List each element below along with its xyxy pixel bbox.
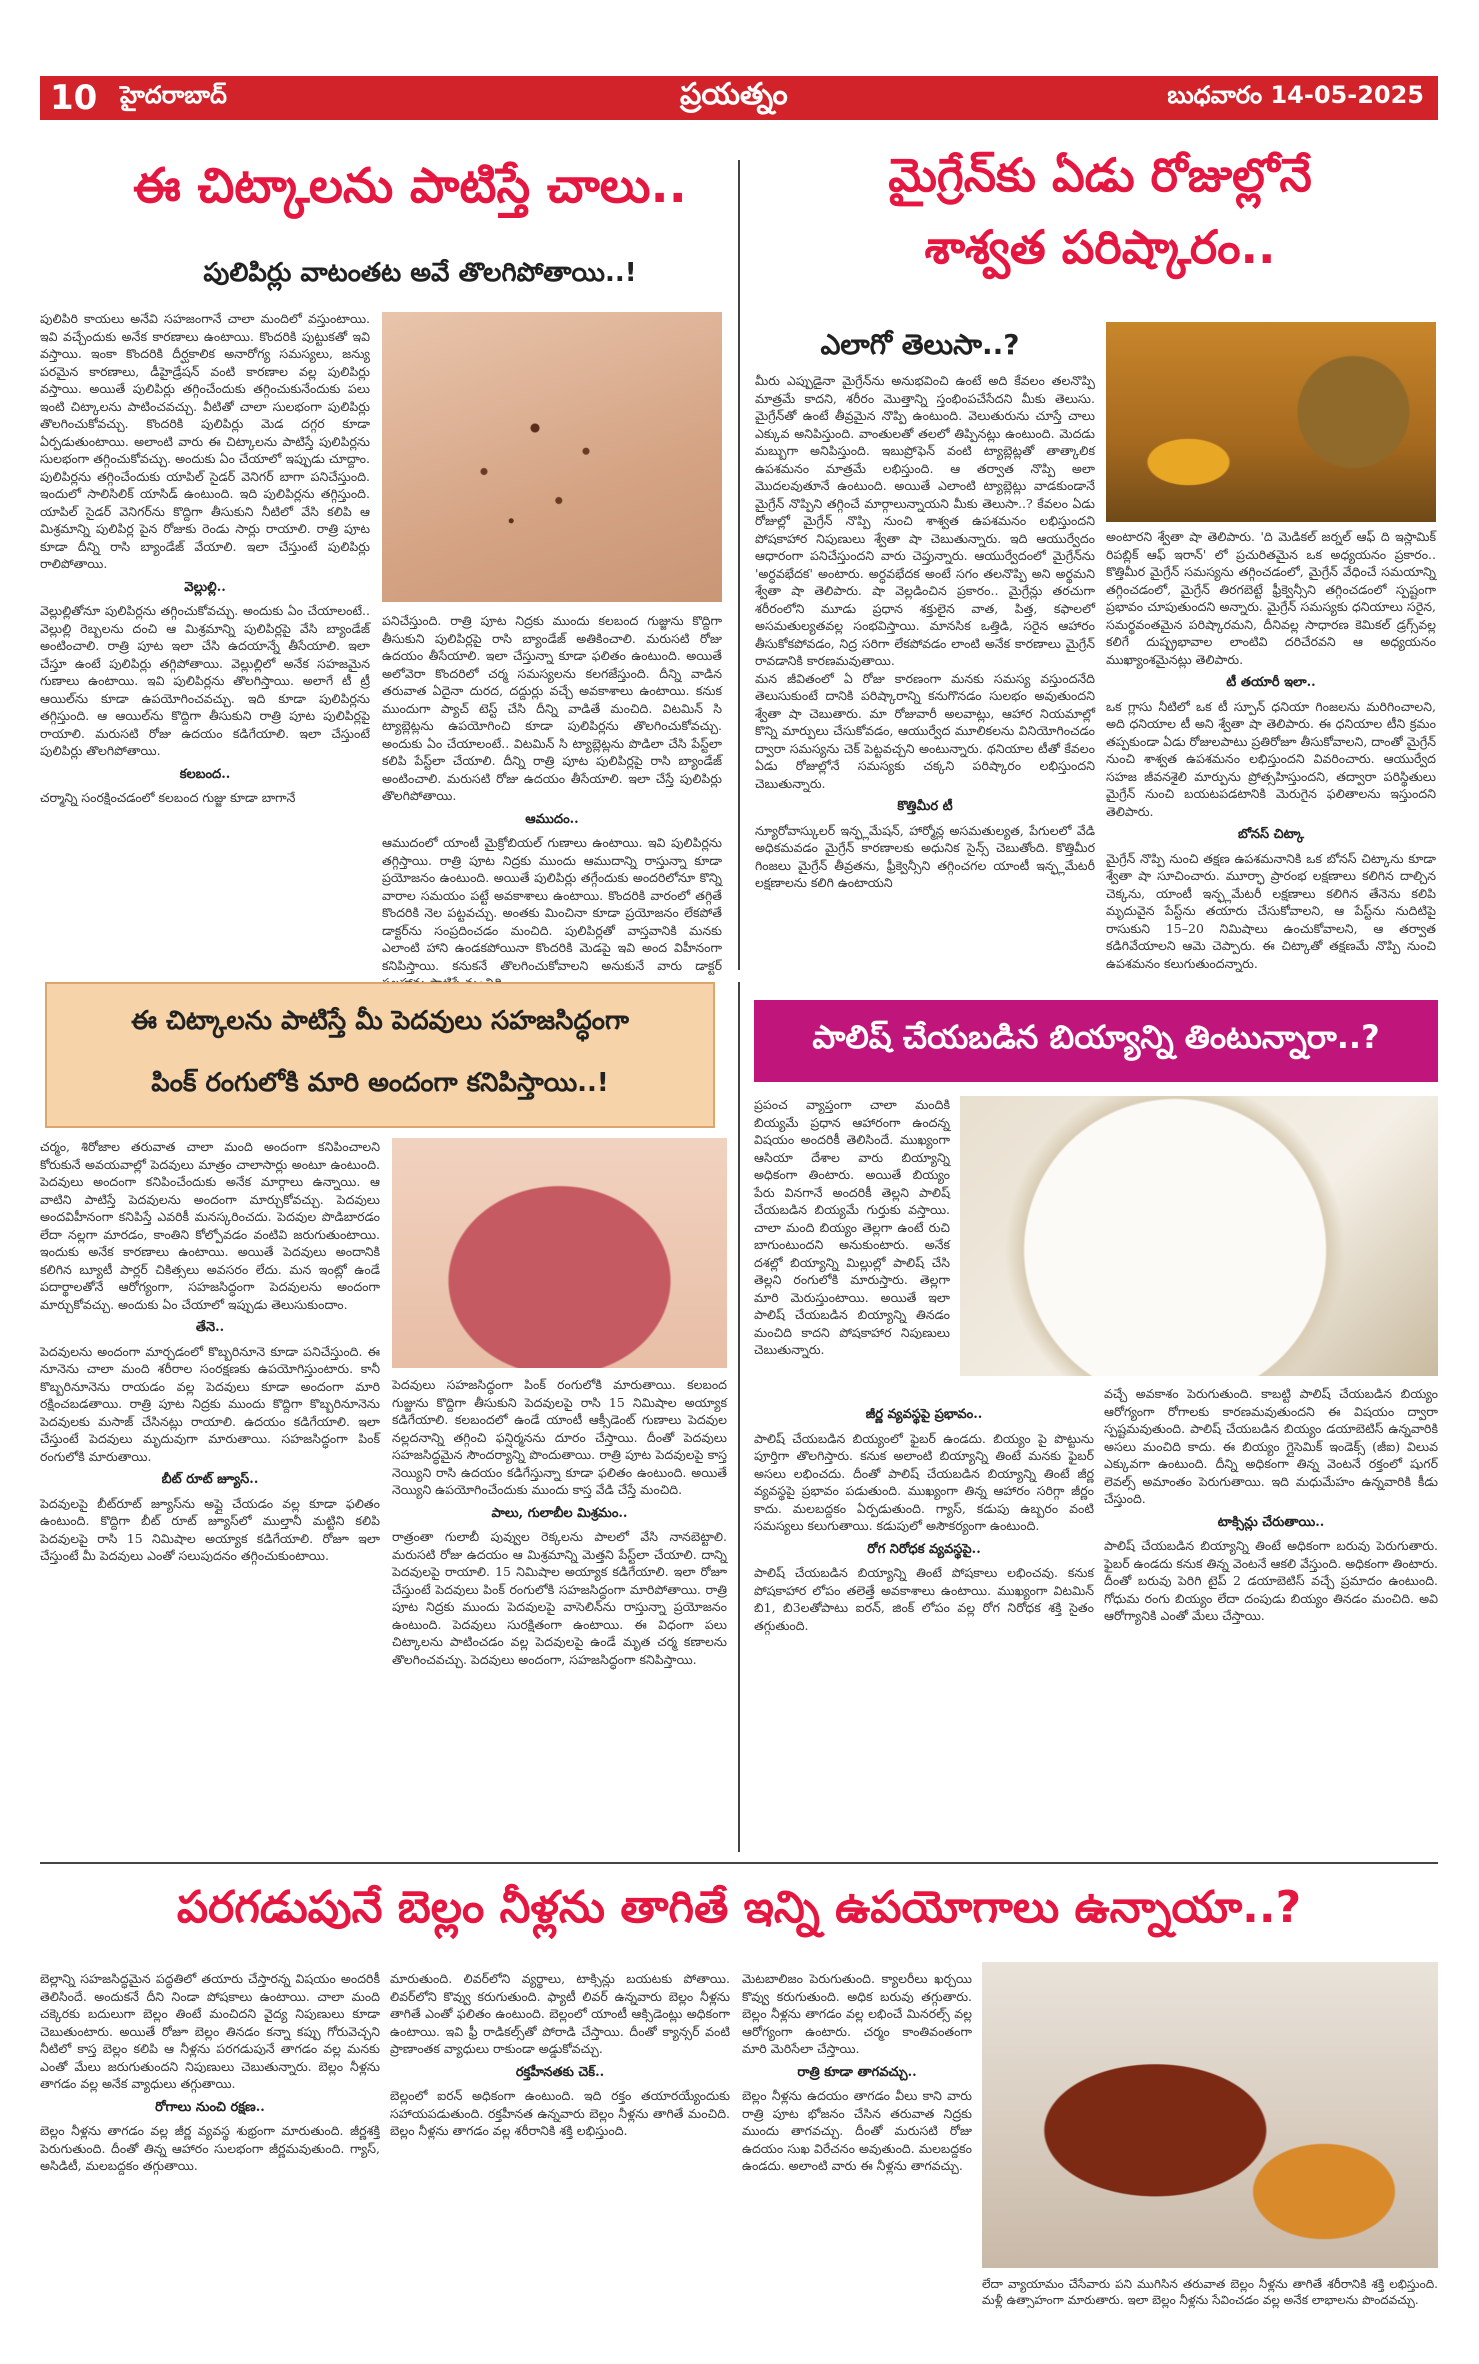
article3-col1 <box>40 1138 380 1848</box>
article3-col2-p1: పెదవులు సహజసిద్ధంగా పింక్ రంగులోకి మారుతాయి. కలబంద గుజ్జును కొద్దిగా తీసుకుని పెదవులపై రాసి 15 నిమిషాల అయ్యాక కడిగేయాలి. కలబందలో ఉండే యాంటీ ఆక్సీడెంట్ గుణాలు పెదవుల నల్లదనాన్ని తగ్గించి ఫన్షిర్మనను దూరం చేస్తాయి. దీంతో పెదవులు సహజసిద్ధమైన సౌందర్యాన్ని పొందుతాయి. రాత్రి పూట పెదవులపై కాస్త నెయ్యిని రాసి ఉదయం కడిగేస్తున్నా కూడా ఫలితం ఉంటుంది. అయితే నెయ్యిని ఉపయోగించేందుకు ముందు కాస్త వేడి చేస్తే మంచిది. <box>392 1377 727 1497</box>
article5-col1-p1: బెల్లాన్ని సహజసిద్ధమైన పద్ధతిలో తయారు చేస్తారన్న విషయం అందరికీ తెలిసిందే. అందుకనే దీని నిండా పోషకాలు ఉంటాయి. చాలా మంది చక్కెరకు బదులుగా బెల్లం తింటే మంచిదని వైద్య నిపుణులు కూడా చెబుతుంటారు. అయితే రోజూ బెల్లం తినడం కన్నా కప్పు గోరువెచ్చని నీటిలో కాస్త బెల్లం కలిపి ఆ నీళ్లను పరగడుపునే తాగడం వల్ల మనకు ఎంతో మేలు జరుగుతుందని నిపుణులు చెబుతున్నారు. బెల్లం నీళ్లను తాగడం వల్ల అనేక వ్యాధులు తగ్గుతాయి. <box>40 1971 380 2091</box>
article5-sub-protection: రోగాలు నుంచి రక్షణ.. <box>155 2099 265 2115</box>
article5-sub-anemia: రక్తహీనతకు చెక్.. <box>515 2064 605 2080</box>
article1-col1-p3: చర్మాన్ని సంరక్షించడంలో కలబంద గుజ్జు కూడా బాగానే <box>40 790 296 805</box>
article5-title: పరగడుపునే బెల్లం నీళ్లను తాగితే ఇన్ని ఉపయోగాలు ఉన్నాయా..? <box>176 1882 1302 1933</box>
article2-col2-p2: మైగ్రేన్ నొప్పి నుంచి తక్షణ ఉపశమనానికి ఒక బోనస్ చిట్కాను కూడా శ్వేతా షా సూచించారు. మూర్ఛా ప్రారంభ లక్షణాలు కలిగిన దాల్చిన చెక్కను, యాంటీ ఇన్ఫ్లమేటరీ లక్షణాలు కలిగిన తేనెను కలిపి మృదువైన పేస్ట్‌ను తయారు చేసుకోవాలని, ఆ పేస్ట్‌ను నుదిటిపై రాసుకుని 15–20 నిమిషాలు ఉంచుకోవాలని, ఆ తర్వాత కడిగివేయాలని ఆమె చెప్పారు. ఈ చిట్కాతో తక్షణమే నొప్పి నుంచి ఉపశమనం కలుగుతుందన్నారు. <box>1106 850 1436 971</box>
article5-col2-p1: మారుతుంది. లివర్‌లోని వ్యర్థాలు, టాక్సిన్లు బయటకు పోతాయి. లివర్‌లోని కొవ్వు కరుగుతుంది. ఫ్యాటీ లివర్ ఉన్నవారు బెల్లం నీళ్లను తాగితే ఎంతో ఫలితం ఉంటుంది. బెల్లంలో యాంటీ ఆక్సిడెంట్లు అధికంగా ఉంటాయి. ఇవి ఫ్రీ రాడికల్స్‌తో పోరాడి చేస్తాయి. దీంతో క్యాన్సర్ వంటి ప్రాణాంతక వ్యాధులు రాకుండా అడ్డుకోవచ్చు. <box>390 1971 730 2056</box>
article5-caption: లేదా వ్యాయామం చేసేవారు పని ముగిసిన తరువాత బెల్లం నీళ్లను తాగితే శరీరానికి శక్తి లభిస్తుంది. మళ్లీ ఉత్సాహంగా మారుతారు. ఇలా బెల్లం నీళ్లను సేవించడం వల్ల అనేక లాభాలను పొందవచ్చు. <box>982 2277 1438 2307</box>
city-label: హైదరాబాద్ <box>120 81 227 109</box>
article1-col1-p2: వెల్లుల్లితోనూ పులిపిర్లను తగ్గించుకోవచ్చు. అందుకు ఏం చేయాలంటే.. వెల్లుల్లి రెబ్బలను దంచి ఆ మిశ్రమాన్ని పులిపిర్లపై వేసి బ్యాండేజ్ అంటించాలి. రాత్రి పూట ఇలా చేసి ఉదయాన్నే తీసేయాలి. ఇలా చేస్తూ ఉంటే పులిపిర్లు తగ్గిపోతాయి. వెల్లుల్లిలో అనేక సహజమైన గుణాలు ఉంటాయి. ఇవి పులిపిర్లను తొలగిస్తాయి. అలాగే టీ ట్రీ ఆయిల్‌ను కూడా ఉపయోగించవచ్చు. ఇది కూడా పులిపిర్లను తగ్గిస్తుంది. ఆ ఆయిల్‌ను కొద్దిగా తీసుకుని రాత్రి పూట పులిపిర్లపై రాయాలి. మరుసటి రోజు ఉదయం కడిగేయాలి. ఇలా చేస్తుంటే పులిపిర్లు తొలగిపోతాయి. <box>40 603 370 758</box>
article3-sub-milk-rose: పాలు, గులాబీల మిశ్రమం.. <box>491 1505 628 1521</box>
article4-intro <box>754 1096 950 1396</box>
article3-col2-p2: రాత్రంతా గులాబీ పువ్వుల రెక్కలను పాలలో వేసి నానబెట్టాలి. మరుసటి రోజు ఉదయం ఆ మిశ్రమాన్ని మెత్తని పేస్ట్‌లా చేయాలి. దాన్ని పెదవులపై రాయాలి. 15 నిమిషాల అయ్యాక కడిగేయాలి. ఇలా రోజూ చేస్తుంటే పెదవులు పింక్ రంగులోకి సహజసిద్ధంగా మారిపోతాయి. రాత్రి పూట నిద్రకు ముందు పెదవులపై వాసెలిన్‌ను రాస్తున్నా ప్రయోజనం ఉంటుంది. పెదవులు సురక్షితంగా ఉంటాయి. ఈ విధంగా పలు చిట్కాలను పాటించడం వల్ల పెదవులపై ఉండే మృత చర్మ కణాలను తొలగించవచ్చు. పెదవులు అందంగా, సహజసిద్ధంగా కనిపిస్తాయి. <box>392 1529 727 1667</box>
article4-sub-immunity: రోగ నిరోధక వ్యవస్థపై.. <box>867 1541 981 1557</box>
article4-sub-toxins: టాక్సిన్లు చేరుతాయి.. <box>1217 1514 1325 1530</box>
article1-col1 <box>40 310 370 960</box>
article3-sub-beetroot: బీట్ రూట్ జ్యూస్.. <box>161 1472 259 1487</box>
article1-subtitle: పులిపిర్లు వాటంతట అవే తొలగిపోతాయి..! <box>203 258 637 288</box>
polished-rice-banner: పాలిష్ చేయబడిన బియ్యాన్ని తింటున్నారా..? <box>754 1000 1438 1082</box>
column-divider <box>738 982 740 1852</box>
article4-sub-digestion: జీర్ణ వ్యవస్థపై ప్రభావం.. <box>865 1407 983 1422</box>
coriander-tea-photo <box>1106 322 1436 522</box>
article3-col2 <box>392 1376 727 1848</box>
article4-col1-p2: పాలిష్ చేయబడిన బియ్యంలో ఫైబర్ ఉండదు. బియ్యం పై పొట్టును పూర్తిగా తొలగిస్తారు. కనుక అలాంటి బియ్యాన్ని తింటే మనకు ఫైబర్ అసలు లభించదు. దీంతో పాలిష్ చేయబడిన బియ్యాన్ని తింటే జీర్ణ వ్యవస్థపై ప్రభావం పడుతుంది. ముఖ్యంగా తిన్న ఆహారం సరిగ్గా జీర్ణం కాదు. మలబద్దకం ఏర్పడుతుంది. గ్యాస్, కడుపు ఉబ్బరం వంటి సమస్యలు కలుగుతాయి. కడుపులో అసౌకర్యంగా ఉంటుంది. <box>754 1430 1094 1533</box>
article1-sub-garlic: వెల్లుల్లి.. <box>184 579 226 595</box>
article2-col1-p2: మన జీవితంలో ఏ రోజు కారణంగా మనకు సమస్య వస్తుందనేది తెలుసుకుంటే దానికి పరిష్కారాన్ని కనుగొనడం సులభం అవుతుందని శ్వేతా షా చెబుతారు. మా రోజువారీ అలవాట్లు, ఆహార నియమాల్లో కొన్ని మార్పులు చేసుకోవడం, ఆయుర్వేద మూలికలను వినియోగించడం ద్వారా సమస్యను చెక్ పెట్టవచ్చని అంటున్నారు. థనియాల టీతో కేవలం ఏడు రోజుల్లోనే సమస్యకు చక్కని పరిష్కారం లభిస్తుందని చెబుతున్నారు. <box>755 670 1095 791</box>
article3-col1-p2: పెదవులను అందంగా మార్చడంలో కొబ్బరినూనె కూడా పనిచేస్తుంది. ఈ నూనెను చాలా మంది శరీరాల సంరక్షణకు ఉపయోగిస్తుంటారు. కానీ కొబ్బరినూనెను రాయడం వల్ల పెదవులు కూడా అందంగా మారి రక్షించబడతాయి. రాత్రి పూట నిద్రకు ముందు కొద్దిగా కొబ్బరినూనెను పెదవులకు మసాజ్ చేసినట్లు రాయాలి. ఉదయం కడిగేయాలి. ఇలా చేస్తుంటే పెదవులు మృదువుగా మారుతాయి. సహజసిద్ధంగా పింక్ రంగులోకి మారుతాయి. <box>40 1343 380 1464</box>
article2-col2-p1: ఒక గ్లాసు నీటిలో ఒక టీ స్పూన్ ధనియా గింజలను మరిగించాలని, అది ధనియాల టీ అని శ్వేతా షా తెలిపారు. ఈ ధనియాల టీని క్రమం తప్పకుండా ఏడు రోజులపాటు ప్రతిరోజూ తీసుకోవాలని, దాంతో మైగ్రేన్ నుంచి శాశ్వత ఉపశమనం లభిస్తుందని వివరించారు. ఆయుర్వేద సహజ జీవనశైలి మార్పును ప్రోత్సహిస్తుందని, తద్వారా పరిస్థితులు మైగ్రేన్ నుంచి బయటపడటానికి మెరుగైన ఫలితాలను ఇస్తుందని తెలిపారు. <box>1106 698 1436 819</box>
lips-banner-line2: పింక్ రంగులోకి మారి అందంగా కనిపిస్తాయి..! <box>151 1068 609 1098</box>
article2-caption: అంటారని శ్వేతా షా తెలిపారు. 'ది మెడికల్ జర్నల్ ఆఫ్ ది ఇస్లామిక్ రిపబ్లిక్ ఆఫ్ ఇరాన్' లో ప్రచురితమైన ఒక అధ్యయనం ప్రకారం.. కొత్తిమీర మైగ్రేన్ సమస్యను తగ్గించడంలో, మైగ్రేన్ వేధించే సమయాన్ని తగ్గించడంలో, మైగ్రేన్ తిరగబెట్టే ఫ్రీక్వెన్సీని తగ్గించడంలో స్పష్టంగా ప్రభావం చూపుతుందని అన్నారు. మైగ్రేన్ సమస్యకు ధనియాలు సరైన, సమర్థవంతమైన పరిష్కారమని, దీనివల్ల సాధారణ కెమికల్ డ్రగ్స్‌వల్ల కలిగే దుష్ప్రభావాల లాంటివి దరిచేరవని ఆ అధ్యయనం ముఖ్యాంశమైనట్లు తెలిపారు. <box>1106 529 1436 667</box>
pink-lips-photo <box>392 1138 727 1368</box>
article1-sub-aloe: కలబంద.. <box>179 766 231 782</box>
article5-col1 <box>40 1970 380 2340</box>
article2-col1 <box>755 372 1095 967</box>
article5-col3-p1: మెటబాలిజం పెరుగుతుంది. క్యాలరీలు ఖర్చయి కొవ్వు కరుగుతుంది. అధిక బరువు తగ్గుతారు. బెల్లం నీళ్లను తాగడం వల్ల లభించే మినరల్స్ వల్ల ఆరోగ్యంగా ఉంటారు. చర్మం కాంతివంతంగా మారి మెరిసేలా చేస్తాయి. <box>742 1971 972 2056</box>
article3-col1-p3: పెదవులపై బీట్‌రూట్ జ్యూస్‌ను అప్లై చేయడం వల్ల కూడా ఫలితం ఉంటుంది. కొద్దిగా బీట్ రూట్ జ్యూస్‌లో ముల్తానీ మట్టిని కలిపి పెదవులపై రాసి 15 నిమిషాల అయ్యాక కడిగేయాలి. రోజూ ఇలా చేస్తుంటే మీ పెదవులు ఎంతో సలుపుదనం తగ్గించుకుంటాయి. <box>40 1495 380 1563</box>
article1-col2 <box>382 612 722 973</box>
article5-sub-night: రాత్రి కూడా తాగవచ్చు.. <box>797 2064 917 2080</box>
article3-sub-honey: తేనె.. <box>195 1320 225 1335</box>
article5-col1-p2: బెల్లం నీళ్లను తాగడం వల్ల జీర్ణ వ్యవస్థ శుభ్రంగా మారుతుంది. జీర్ణశక్తి పెరుగుతుంది. దీంతో తిన్న ఆహారం సులభంగా జీర్ణమవుతుంది. గ్యాస్, అసిడిటీ, మలబద్దకం తగ్గుతాయి. <box>40 2123 380 2173</box>
article1-col1-p1: పులిపిరి కాయలు అనేవి సహజంగానే చాలా మందిలో వస్తుంటాయి. ఇవి వచ్చేందుకు అనేక కారణాలు ఉంటాయి. కొందరికి పుట్టుకతో ఇవి వస్తాయి. ఇంకా కొందరికి దీర్ఘకాలిక అనారోగ్య సమస్యలు, జన్యు పరమైన కారణాలు, డీహైడ్రేషన్ వంటి కారణాల వల్ల పులిపిర్లు వస్తాయి. అయితే పులిపిర్లు తగ్గించేందుకు తగ్గించుకునేందుకు పలు ఇంటి చిట్కాలను పాటించవచ్చు. వీటితో చాలా సులభంగా పులిపిర్లు తొలగించుకోవచ్చు. కొందరికి పులిపిర్లు మెడ దగ్గర కూడా ఏర్పడుతుంటాయి. అలాంటి వారు ఈ చిట్కాలను పాటిస్తే పులిపిర్లను సులభంగా తగ్గించుకోవచ్చు. అందుకు ఏం చేయాలో ఇప్పుడు చూద్దాం. పులిపిర్లను తగ్గించేందుకు యాపిల్ సైడర్ వెనిగర్ బాగా పనిచేస్తుంది. ఇందులో సాలిసిలిక్ యాసిడ్ ఉంటుంది. ఇది పులిపిర్లను తగ్గిస్తుంది. యాపిల్ సైడర్ వెనిగర్‌ను కొద్దిగా తీసుకుని నీటిలో వేసి కలిపి ఆ మిశ్రమాన్ని పులిపిర్ల పైన రోజుకు రెండు సార్లు రాయాలి. రాత్రి పూట కూడా దీన్ని రాసి బ్యాండేజ్ వేయాలి. ఇలా చేస్తుంటే పులిపిర్లు రాలిపోతాయి. <box>40 311 370 571</box>
page-number: 10 <box>50 78 98 118</box>
masthead: ప్రయత్నం <box>680 77 788 112</box>
lips-banner <box>45 982 715 1128</box>
article1-sub-castor: ఆముదం.. <box>525 811 579 827</box>
article2-title-line1: మైగ్రేన్‌కు ఏడు రోజుల్లోనే <box>888 148 1312 202</box>
article4-col2-p2: పాలిష్ చేయబడిన బియ్యాన్ని తింటే అధికంగా బరువు పెరుగుతారు. ఫైబర్ ఉండదు కనుక తిన్న వెంటనే ఆకలి వేస్తుంది. అధికంగా తింటారు. దీంతో బరువు పెరిగి టైప్ 2 డయాబెటిస్ వచ్చే ప్రమాదం ఉంటుంది. గోధుమ రంగు బియ్యం లేదా దంపుడు బియ్యం తినడం మంచిది. అవి ఆరోగ్యానికి ఎంతో మేలు చేస్తాయి. <box>1104 1538 1438 1623</box>
column-divider <box>738 160 740 970</box>
article2-col1-p3: న్యూరోవాస్కులర్ ఇన్ఫ్లమేషన్, హార్మోన్ల అసమతుల్యత, పేగులలో వేడి అధికమవడం మైగ్రేన్ కారణాలకు అధునిక సైన్స్ చెబుతోంది. కొత్తిమీర గింజలు మైగ్రేన్ తీవ్రతను, ఫ్రీక్వెన్సీని తగ్గించగల యాంటీ ఇన్ఫ్లమేటరీ లక్షణాలను కలిగి ఉంటాయని <box>755 822 1095 890</box>
article2-col1-p1: మీరు ఎప్పుడైనా మైగ్రేన్‌ను అనుభవించి ఉంటే అది కేవలం తలనొప్పి మాత్రమే కాదని, శరీరం మొత్తాన్ని స్తంభింపచేసేదని మీకు తెలుసు. మైగ్రేన్‌తో ఉంటే తీవ్రమైన నొప్పి ఉంటుంది. వెలుతురును చూస్తే చాలు ఎక్కువ అనిపిస్తుంది. వాంతులతో తలలో తిప్పినట్లు ఉంటుంది. మెదడు మబ్బుగా అనిపిస్తుంది. ఇబుప్రోఫెన్ వంటి ట్యాబ్లెట్లతో తాత్కాలిక ఉపశమనం మాత్రమే లభిస్తుంది. ఆ తర్వాత నొప్పి అలా మొదలవుతూనే ఉంటుంది. అయితే ఎలాంటి ట్యాబ్లెట్లు వాడకుండానే మైగ్రేన్ నొప్పిని తగ్గించే మార్గాలున్నాయని మీకు తెలుసా..? కేవలం ఏడు రోజుల్లో మైగ్రేన్ నొప్పి నుంచి శాశ్వత ఉపశమనం లభిస్తుందని పోషకాహార నిపుణులు శ్వేతా షా చెబుతున్నారు. ఇది ఆయుర్వేదం ఆధారంగా పనిచేస్తుందని వారు చెప్తున్నారు. ఆయుర్వేదంలో మైగ్రేన్‌ను 'అర్ధవభేదక' అంటారు. అర్ధవభేదక అంటే సగం తలనొప్పి అని అర్థమని శ్వేతా షా తెలిపారు. షా వెల్లడించిన ప్రకారం.. మైగ్రేన్లు తరచుగా శరీరంలోని మూడు ప్రధాన శక్తులైన వాత, పిత్త, కఫాలలో అసమతుల్యతవల్ల సంభవిస్తాయి. మానసిక ఒత్తిడి, సరైన ఆహారం తీసుకోకపోవడం, నిద్ర సరిగా లేకపోవడం లాంటి అనేక కారణాలు మైగ్రేన్ రావడానికి కారణమవుతాయి. <box>755 373 1095 668</box>
article2-col2 <box>1106 528 1436 971</box>
article5-col3-p2: బెల్లం నీళ్లను ఉదయం తాగడం వీలు కాని వారు రాత్రి పూట భోజనం చేసిన తరువాత నిద్రకు ముందు తాగవచ్చు. దీంతో మరుసటి రోజు ఉదయం సుఖ విరేచనం అవుతుంది. మలబద్దకం ఉండదు. అలాంటి వారు ఈ నీళ్లను తాగవచ్చు. <box>742 2088 972 2173</box>
article5-col3 <box>742 1970 972 2340</box>
rice-bowl-photo <box>960 1096 1438 1376</box>
issue-date: బుధవారం 14-05-2025 <box>1167 81 1424 109</box>
article4-col2 <box>1104 1385 1438 1850</box>
article1-title: ఈ చిట్కాలను పాటిస్తే చాలు.. <box>133 158 687 214</box>
article3-col1-p1: చర్మం, శిరోజాల తరువాత చాలా మంది అందంగా కనిపించాలని కోరుకునే అవయవాల్లో పెదవులు మాత్రం చాలాసార్లు అంటూ ఉంటుంది. పెదవులు అందంగా కనిపించేందుకు అనేక మార్గాలు ఉన్నాయి. ఆ వాటిని పాటిస్తే పెదవులను అందంగా మార్చుకోవచ్చు. పెదవులు అందవిహీనంగా కనిపిస్తే ఎవరికీ మనస్కరించదు. పెదవుల పొడిబారడం లేదా నల్లగా మారడం, కాంతిని కోల్పోవడం వంటివి జరుగుతుంటాయి. ఇందుకు అనేక కారణాలు ఉంటాయి. అయితే పెదవులు అందానికి కలిగిన బ్యూటీ పార్లర్ చికిత్సలు అవసరం లేదు. మన ఇంట్లో ఉండే పదార్థాలతోనే ఆరోగ్యంగా, సహజసిద్ధంగా పెదవులను అందంగా మార్చుకోవచ్చు. అందుకు ఏం చేయాలో ఇప్పుడు తెలుసుకుందాం. <box>40 1139 380 1312</box>
article4-col1-p3: పాలిష్ చేయబడిన బియ్యాన్ని తింటే పోషకాలు లభించవు. కనుక పోషకాహార లోపం తలెత్తే అవకాశాలు ఉంటాయి. ముఖ్యంగా విటమిన్ బి1, బి3లతోపాటు ఐరన్, జింక్ లోపం వల్ల రోగ నిరోధక శక్తి సైతం తగ్గుతుంది. <box>754 1565 1094 1633</box>
article4-col2-p1: వచ్చే అవకాశం పెరుగుతుంది. కాబట్టి పాలిష్ చేయబడిన బియ్యం ఆరోగ్యంగా రోగాలకు కారణమవుతుందని ఈ విషయం ద్వారా స్పష్టమవుతుంది. పాలిష్ చేయబడిన బియ్యం డయాబెటిస్ ఉన్నవారికి అసలు మంచిది కాదు. ఈ బియ్యం గ్లైసెమిక్ ఇండెక్స్ (జీఐ) విలువ ఎక్కువగా ఉంటుంది. దీన్ని అధికంగా తిన్న వెంటనే రక్తంలో షుగర్ లెవల్స్ అమాంతం పెరుగుతాయి. ఇది మధుమేహం ఉన్నవారికి కీడు చేస్తుంది. <box>1104 1386 1438 1506</box>
article1-col2-p2: ఆముదంలో యాంటీ మైక్రోబియల్ గుణాలు ఉంటాయి. ఇవి పులిపిర్లను తగ్గిస్తాయి. రాత్రి పూట నిద్రకు ముందు ఆముదాన్ని రాస్తున్నా కూడా ప్రయోజనం ఉంటుంది. అయితే పులిపిర్లు తగ్గేందుకు అందరిలోనూ కొన్ని వారాల సమయం పట్టే అవకాశాలు ఉంటాయి. కొందరికి వారంలో తగ్గితే కొందరికి నెల పట్టవచ్చు. అంతకు మించినా కూడా ప్రయోజనం లేకపోతే డాక్టర్‌ను సంప్రదించడం మంచిది. పులిపిర్లతో వాస్తవానికి మనకు ఎలాంటి హాని ఉండకపోయినా కొందరికి మెడపై ఇవి అంద విహీనంగా కనిపిస్తాయి. కనుకనే తొలగించుకోవాలని అనుకునే వారు డాక్టర్ <box>382 835 722 973</box>
neck-warts-photo <box>382 312 722 602</box>
article2-sub-bonus-tip: బోనస్ చిట్కా <box>1237 827 1305 842</box>
article4-col1 <box>754 1400 1094 1850</box>
article2-subtitle: ఎలాగో తెలుసా..? <box>820 328 1020 361</box>
page-header <box>40 76 1438 120</box>
article1-col2-p1: పనిచేస్తుంది. రాత్రి పూట నిద్రకు ముందు కలబంద గుజ్జును కొద్దిగా తీసుకుని పులిపిర్లపై రాసి బ్యాండేజ్ అతికించాలి. మరుసటి రోజు ఉదయం తీసేయాలి. ఇలా చేస్తున్నా కూడా ఫలితం ఉంటుంది. అయితే అలోవెరా కొందరిలో చర్మ సమస్యలను కలగజేస్తుంది. దీన్ని వాడిన తరువాత ఏదైనా దురద, దద్దుర్లు వచ్చే అవకాశాలు ఉంటాయి. కనుక ముందుగా ప్యాచ్ టెస్ట్ చేసి దీన్ని వాడితే మంచిది. విటమిన్ సి ట్యాబ్లెట్లను ఉపయోగించి కూడా పులిపిర్లను తొలగించుకోవచ్చు. అందుకు ఏం చేయాలంటే.. విటమిన్ సి ట్యాబ్లెట్లను పొడిలా చేసి పేస్ట్‌లా కలిపి పేస్ట్‌లా చేయాలి. దీన్ని రాత్రి పూట పులిపిర్లపై రాసి బ్యాండేజ్ అంటించాలి. మరుసటి రోజు ఉదయం తీసేయాలి. ఇలా చేస్తే పులిపిర్లు తొలగిపోతాయి. <box>382 613 722 803</box>
article2-sub-tea-prep: టీ తయారీ ఇలా.. <box>1226 675 1316 690</box>
article2-title-line2: శాశ్వత పరిష్కారం.. <box>924 220 1276 274</box>
section-divider <box>40 1862 1438 1864</box>
article4-col1-p1: ప్రపంచ వ్యాప్తంగా చాలా మందికి బియ్యమే ప్రధాన ఆహారంగా ఉందన్న విషయం అందరికీ తెలిసిందే. ముఖ్యంగా ఆసియా దేశాల వారు బియ్యాన్ని అధికంగా తింటారు. అయితే బియ్యం పేరు వినగానే అందరికీ తెల్లని పాలిష్ చేయబడిన బియ్యమే గుర్తుకు వస్తాయి. చాలా మంది బియ్యం తెల్లగా ఉంటే రుచి బాగుంటుందని అనుకుంటారు. అనేక దశల్లో బియ్యాన్ని మిల్లుల్లో పాలిష్ చేసి తెల్లని రంగులోకి మారుస్తారు. తెల్లగా మారి మెరుస్తుంటాయి. అయితే ఇలా పాలిష్ చేయబడిన బియ్యాన్ని తినడం మంచిది కాదని పోషకాహార నిపుణులు చెబుతున్నారు. <box>754 1097 950 1357</box>
article5-col2 <box>390 1970 730 2340</box>
jaggery-water-photo <box>982 1962 1438 2268</box>
article2-sub-coriander-tea: కొత్తిమీర టీ <box>897 799 953 814</box>
lips-banner-line1: ఈ చిట్కాలను పాటిస్తే మీ పెదవులు సహజసిద్ధంగా <box>131 1006 629 1036</box>
article5-col2-p2: బెల్లంలో ఐరన్ అధికంగా ఉంటుంది. ఇది రక్తం తయారయ్యేందుకు సహాయపడుతుంది. రక్తహీనత ఉన్నవారు బెల్లం నీళ్లను తాగితే మంచిది. బెల్లం నీళ్లను తాగడం వల్ల శరీరానికి శక్తి లభిస్తుంది. <box>390 2088 730 2138</box>
